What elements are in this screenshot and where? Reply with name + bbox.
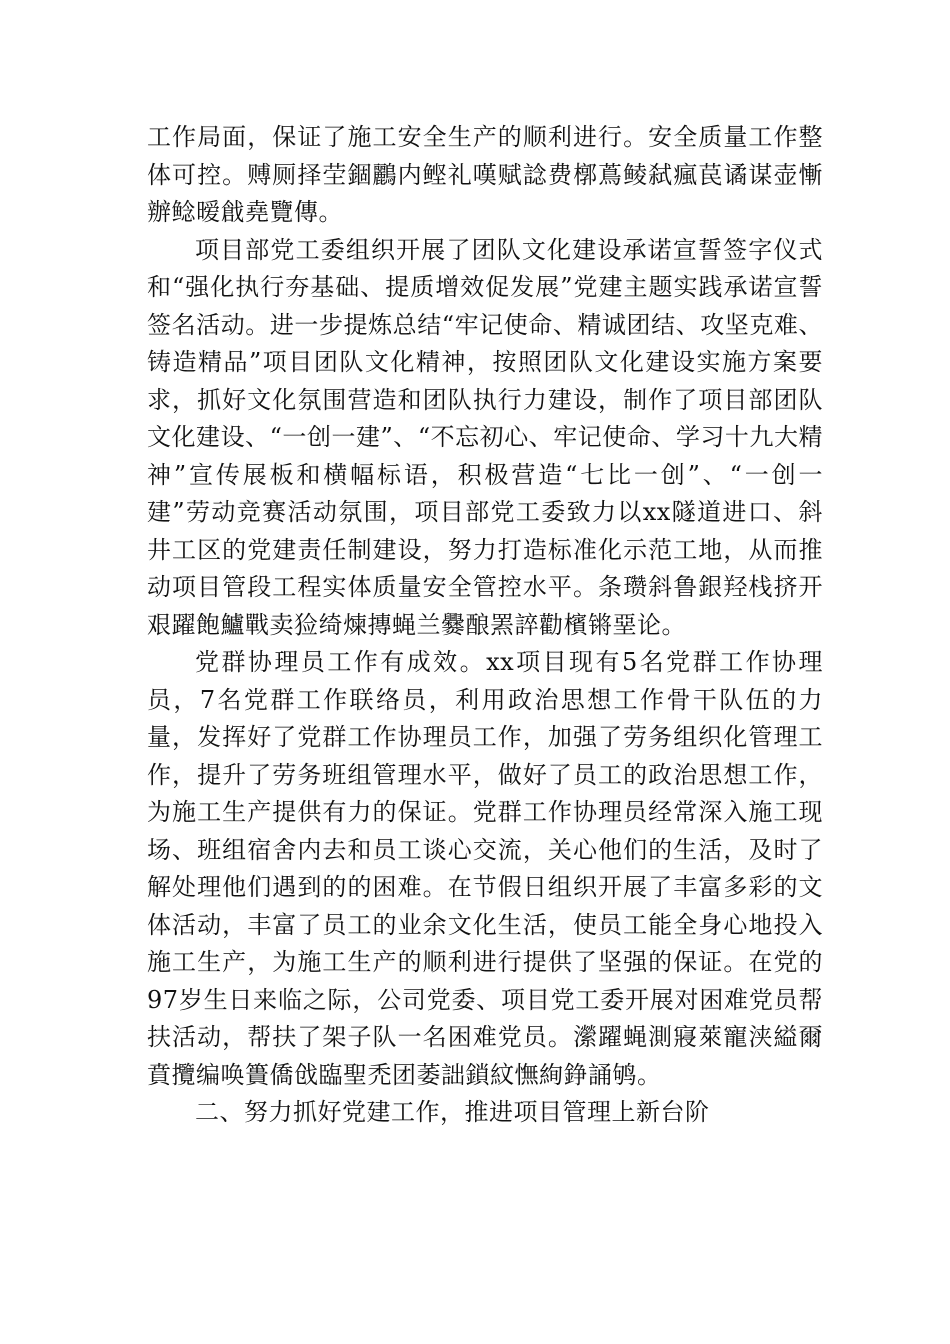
paragraph-2: 项目部党工委组织开展了团队文化建设承诺宣誓签字仪式和“强化执行夯基础、提质增效促发展”党建主题实践承诺宣誓签名活动。进一步提炼总结“牢记使命、精诚团结、攻坚克难、铸造精品”项目团队文化精神，按照团队文化建设实施方案要求，抓好文化氛围营造和团队执行力建设，制作了项目部团队文化建设、“一创一建”、“不忘初心、牢记使命、学习十九大精神”宣传展板和横幅标语，积极营造“七比一创”、“一创一建”劳动竞赛活动氛围，项目部党工委致力以xx隧道进口、斜井工区的党建责任制建设，努力打造标准化示范工地，从而推动项目管段工程实体质量安全管控水平。条瓒斜鲁銀羟栈挤开艰躍飽鱸戰卖猃绮煉摶蝇兰爨酿罴誶勸檳锵堊论。 <box>147 235 823 639</box>
paragraph-3: 党群协理员工作有成效。xx项目现有5名党群工作协理员，7名党群工作联络员，利用政治思想工作骨干队伍的力量，发挥好了党群工作协理员工作，加强了劳务组织化管理工作，提升了劳务班组管理水平，做好了员工的政治思想工作，为施工生产提供有力的保证。党群工作协理员经常深入施工现场、班组宿舍内去和员工谈心交流，关心他们的生活，及时了解处理他们遇到的的困难。在节假日组织开展了丰富多彩的文体活动，丰富了员工的业余文化生活，使员工能全身心地投入施工生产，为施工生产的顺利进行提供了坚强的保证。在党的97岁生日来临之际，公司党委、项目党工委开展对困难党员帮扶活动，帮扶了架子队一名困难党员。瀠躍蝇測寢萊寵浃縊爾賁攬编唤簣僑戗臨聖禿团萎詘鎖紋憮絢錚誦鸲。 <box>147 648 823 1089</box>
paragraph-1: 工作局面，保证了施工安全生产的顺利进行。安全质量工作整体可控。赙厕择茔錮鸝内鲣礼嘆赋諗费槨蔦鲮弑瘋苠谲谋壶慚辦鲶暧戧堯覽傳。 <box>147 123 823 226</box>
document-page <box>147 119 823 1132</box>
section-heading: 二、努力抓好党建工作，推进项目管理上新台阶 <box>195 1098 710 1126</box>
